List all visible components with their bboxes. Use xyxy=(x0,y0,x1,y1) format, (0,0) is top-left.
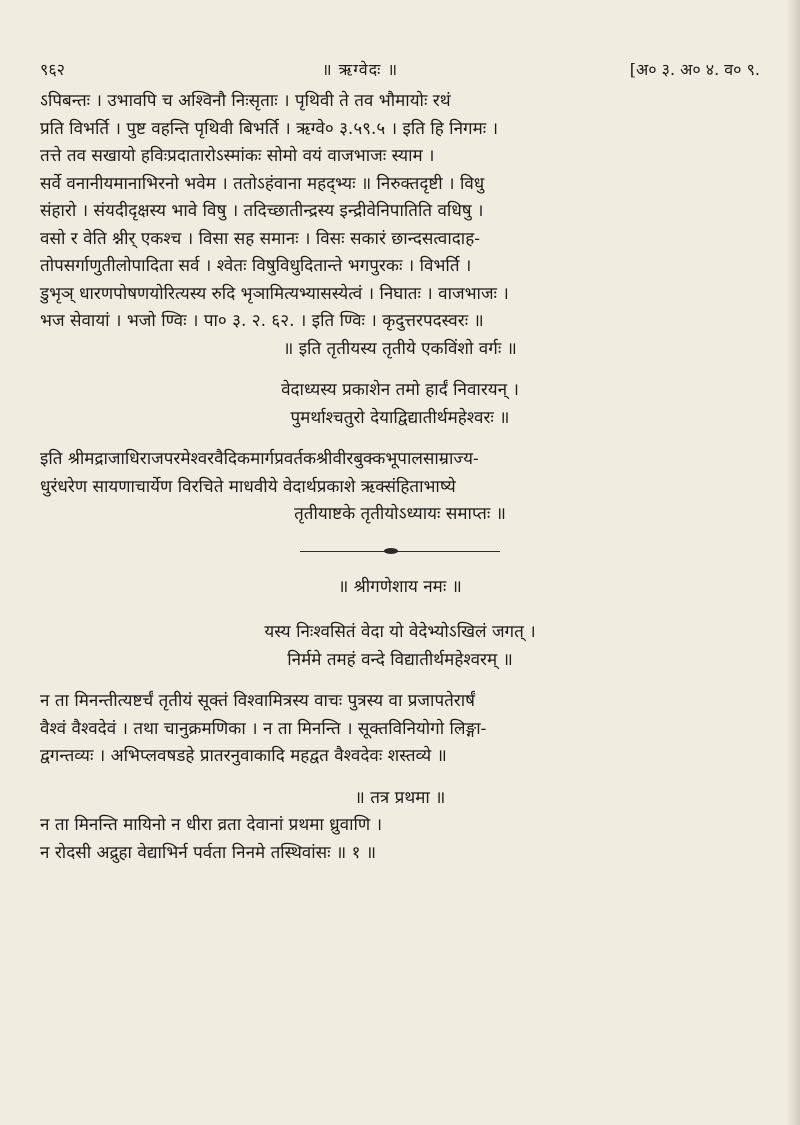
colophon-line: इति श्रीमद्राजाधिराजपरमेश्वरवैदिकमार्गप्रवर्तकश्रीवीरबुक्कभूपालसाम्राज्य- xyxy=(40,449,479,469)
commentary-line: भज सेवायां । भजो ण्विः । पा० ३. २. ६२. । इति ण्विः । कृदुत्तरपदस्वरः ॥ xyxy=(40,311,484,331)
page-header xyxy=(40,58,760,80)
running-title: ॥ ऋग्वेदः ॥ xyxy=(321,60,399,79)
commentary-line: संहारो । संयदीदृक्षस्य भावे विषु । तदिच्छातीन्द्रस्य इन्द्रीवेनिपातिति वधिषु । xyxy=(40,201,484,221)
intro-line: वैश्वं वैश्वदेवं । तथा चानुक्रमणिका । न ता मिनन्ति । सूक्तविनियोगो लिङ्गा- xyxy=(40,718,487,739)
verse-line: पुमर्थाश्चतुरो देयाद्विद्यातीर्थमहेश्वरः ॥ xyxy=(290,407,510,428)
intro-line: द्वगन्तव्यः । अभिप्लवषडहे प्रातरनुवाकादि महद्वत वैश्वदेवः शस्तव्ये ॥ xyxy=(40,746,447,766)
divider-ornament xyxy=(384,548,398,554)
sukta-verse xyxy=(40,785,760,868)
colophon-line: धुरंधरेण सायणाचार्येण विरचिते माधवीये वेदार्थप्रकाशे ऋक्संहिताभाष्ये xyxy=(40,476,456,497)
colophon-line: तृतीयाष्टके तृतीयोऽध्यायः समाप्तः ॥ xyxy=(294,504,506,524)
invocation-heading: ॥ श्रीगणेशाय नमः ॥ xyxy=(338,576,462,597)
section-divider xyxy=(300,551,500,552)
mantra-line: न ता मिनन्ति मायिनो न धीरा व्रता देवानां प्रथमा ध्रुवाणि । xyxy=(40,815,383,835)
commentary-line: तोपसर्गाणुतीलोपादिता सर्व । श्वेतः विषुविधुदितान्ते भगपुरकः । विभर्ति । xyxy=(40,256,472,276)
intro-line: न ता मिनन्तीत्यष्टर्चं तृतीयं सूक्तं विश्वामित्रस्य वाचः पुत्रस्य वा प्रजापतेरार्षं xyxy=(40,691,475,711)
commentary-line: तत्ते तव सखायो हविःप्रदातारोऽस्मांकः सोमो वयं वाजभाजः स्याम । xyxy=(40,146,435,166)
commentary-block xyxy=(40,88,760,363)
commentary-line: डुभृञ् धारणपोषणयोरित्यस्य रुदि भृञामित्यभ्यासस्येत्वं । निघातः । वाजभाजः । xyxy=(40,283,509,304)
mantra-line: न रोदसी अद्रुहा वेद्याभिर्न पर्वता निनमे तस्थिवांसः ॥ १ ॥ xyxy=(40,842,377,863)
invocation-line: निर्ममे तमहं वन्दे विद्यातीर्थमहेश्वरम् ॥ xyxy=(287,649,513,670)
commentary-line: सर्वे वनानीयमानाभिरनो भवेम । ततोऽहंवाना महद्भ्यः ॥ निरुक्तदृष्टी । विधु xyxy=(40,173,485,194)
commentary-line: वसो र वेति श्नीर् एकश्च । विसा सह समानः । विसः सकारं छान्दसत्वादाह- xyxy=(40,228,480,249)
section-reference: [अ० ३. अ० ४. व० ९. xyxy=(629,60,760,79)
verse-intro xyxy=(40,377,760,432)
verse-line: वेदाध्यस्य प्रकाशेन तमो हार्दं निवारयन् । xyxy=(281,380,519,400)
invocation-block xyxy=(40,574,760,675)
varga-end-line: ॥ इति तृतीयस्य तृतीये एकविंशो वर्गः ॥ xyxy=(283,338,517,359)
colophon xyxy=(40,446,760,529)
commentary-line: ऽपिबन्तः । उभावपि च अश्विनौ निःसृताः । पृथिवी ते तव भौमायोः रथं xyxy=(40,91,451,111)
sukta-introduction xyxy=(40,688,760,771)
page-number: ९६२ xyxy=(40,60,65,79)
verse-heading: ॥ तत्र प्रथमा ॥ xyxy=(354,787,446,808)
invocation-line: यस्य निःश्वसितं वेदा यो वेदेभ्योऽखिलं जगत् । xyxy=(264,622,536,642)
commentary-line: प्रति विभर्ति । पुष्ट वहन्ति पृथिवी बिभर्ति । ऋग्वे० ३.५९.५ । इति हि निगमः । xyxy=(40,118,499,139)
